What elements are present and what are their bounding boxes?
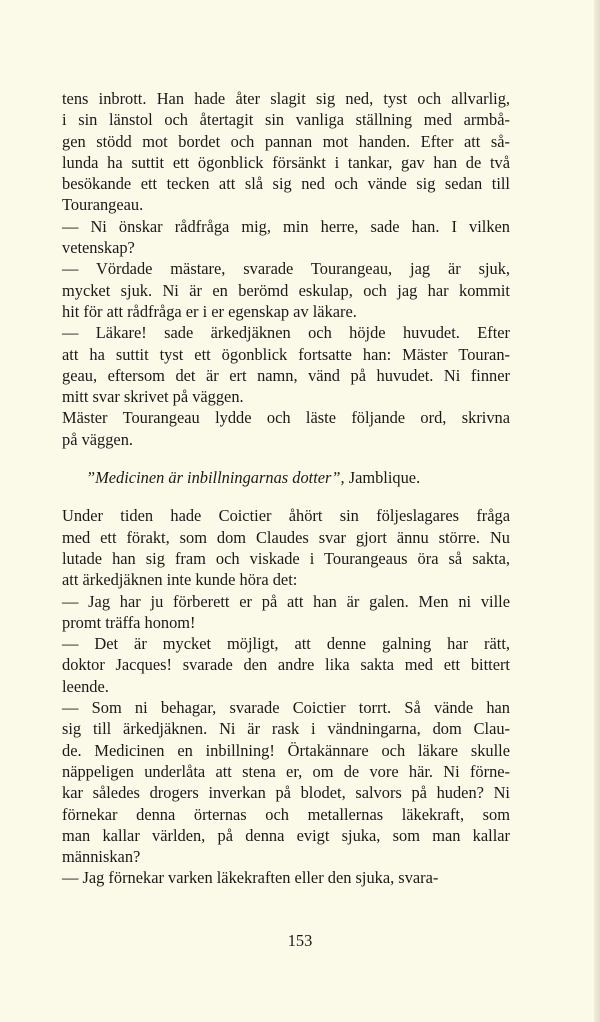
- spacer: [62, 450, 510, 467]
- text-after-quote: [62, 505, 510, 888]
- text-line: doktor Jacques! svarade den andre lika sakta med ett bittert: [62, 655, 510, 675]
- text-before-quote: [62, 88, 510, 450]
- text-line: tens inbrott. Han hade åter slagit sig ned, tyst och allvarlig,: [62, 89, 510, 108]
- quote-attribution: Jamblique.: [344, 468, 421, 488]
- text-line: sig till ärkedjäknen. Ni är rask i vändningarna, dom Clau-: [62, 719, 510, 739]
- text-line: i sin länstol och återtagit sin vanliga ställning med armbå-: [62, 110, 510, 130]
- text-line: lutade han sig fram och viskade i Tourangeaus öra så sakta,: [62, 548, 510, 568]
- text-line: — Ni önskar rådfråga mig, min herre, sade han. I vilken: [62, 216, 510, 236]
- wall-inscription-quote: [62, 467, 510, 488]
- text-line: att ärkedjäknen inte kunde höra det:: [62, 570, 298, 590]
- text-line: — Jag har ju förberett er på att han är galen. Men ni ville: [62, 591, 510, 611]
- text-line: lunda ha suttit ett ögonblick försänkt i tankar, gav han de två: [62, 152, 510, 172]
- paragraph: [62, 322, 510, 407]
- text-line: människan?: [62, 847, 141, 867]
- text-line: gen stödd mot bordet och pannan mot handen. Efter att så-: [62, 131, 510, 151]
- text-line: man kallar världen, på denna evigt sjuka, som man kallar: [62, 825, 510, 845]
- text-line: — Som ni behagar, svarade Coictier torrt. Så vände han: [62, 698, 510, 718]
- quote-text: ”Medicinen är inbillningarnas dotter”,: [86, 468, 345, 488]
- text-line: — Det är mycket möjligt, att denne galning har rätt,: [62, 634, 510, 654]
- text-line: — Läkare! sade ärkedjäknen och höjde huvudet. Efter: [62, 323, 510, 343]
- spacer: [62, 488, 510, 505]
- page-edge: [594, 0, 600, 1022]
- text-line: de. Medicinen en inbillning! Örtakännare och läkare skulle: [62, 740, 510, 760]
- paragraph: [62, 88, 510, 216]
- text-line: på väggen.: [62, 429, 133, 449]
- text-line: Tourangeau.: [62, 195, 144, 215]
- paragraph: [62, 633, 510, 697]
- page-number: 153: [287, 931, 313, 950]
- paragraph: [62, 407, 510, 450]
- text-line: vetenskap?: [62, 238, 135, 258]
- paragraph: [62, 591, 510, 634]
- text-line: leende.: [62, 676, 109, 696]
- text-line: kar således drogers inverkan på blodet, salvors på huden? Ni: [62, 783, 510, 803]
- text-line: geau, eftersom det är ert namn, vänd på huvudet. Ni finner: [62, 365, 510, 385]
- paragraph: [62, 867, 510, 888]
- paragraph: [62, 697, 510, 867]
- text-line: Under tiden hade Coictier åhört sin följeslagares fråga: [62, 506, 510, 526]
- text-line: näppeligen underlåta att stena er, om de vore här. Ni förne-: [62, 761, 510, 781]
- paragraph: [62, 505, 510, 590]
- text-line: — Jag förnekar varken läkekraften eller den sjuka, svara-: [62, 868, 439, 888]
- text-line: hit för att rådfråga er i er egenskap av läkare.: [62, 301, 357, 321]
- text-line: förnekar denna örternas och metallernas läkekraft, som: [62, 804, 510, 824]
- text-line: med ett förakt, som dom Claudes svar gjort ännu större. Nu: [62, 527, 510, 547]
- body-text: [62, 88, 510, 889]
- text-line: att ha suttit tyst ett ögonblick fortsatte han: Mäster Touran-: [62, 344, 510, 364]
- text-line: mycket sjuk. Ni är en berömd eskulap, och jag har kommit: [62, 280, 510, 300]
- paragraph: [62, 258, 510, 322]
- paragraph: [62, 216, 510, 259]
- text-line: — Vördade mästare, svarade Tourangeau, jag är sjuk,: [62, 259, 510, 279]
- text-line: promt träffa honom!: [62, 612, 196, 632]
- text-line: mitt svar skrivet på väggen.: [62, 387, 244, 407]
- text-line: Mäster Tourangeau lydde och läste följande ord, skrivna: [62, 408, 510, 428]
- text-line: besökande ett tecken att slå sig ned och vände sig sedan till: [62, 174, 510, 194]
